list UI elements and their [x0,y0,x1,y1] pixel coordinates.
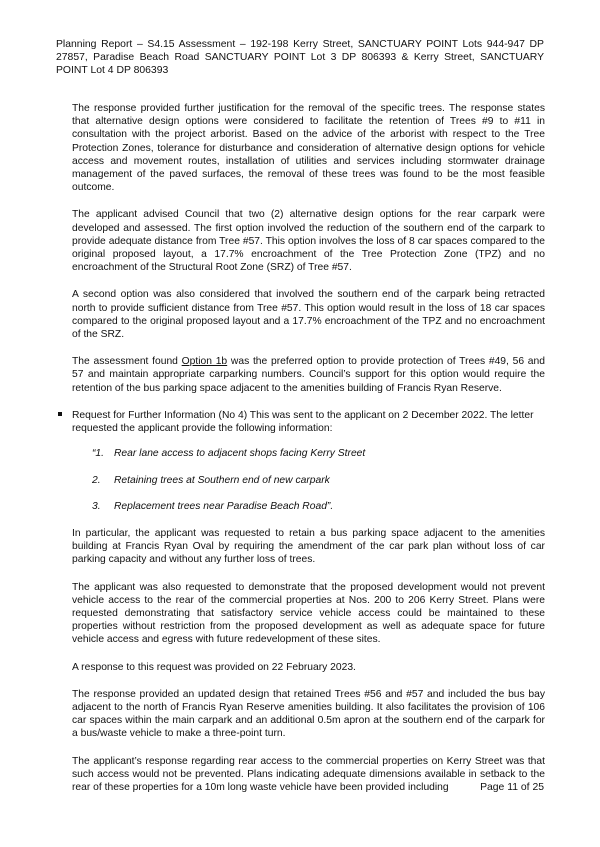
paragraph-tree-justification: The response provided further justification for the removal of the specific trees. The response states that alternative design options were considered to facilitate the retention of Trees #9 to #11 in consultation with the project arborist. Based on the advice of the arborist with respect to the Tree Protection Zones, tolerance for disturbance and consideration of alternative design options for vehicle access and movement routes, installation of utilities and services including stormwater drainage management of the paved surfaces, the removal of these trees was found to be the most feasible outcome. [72,103,545,194]
paragraph-rear-access-request: The applicant was also requested to demonstrate that the proposed development would not prevent vehicle access to the rear of the commercial properties at Nos. 200 to 206 Kerry Street. Plans were requested demonstrating that satisfactory service vehicle access could be maintained to these properties without restriction from the proposed development as well as adequate space for future vehicle access and egress with future redevelopment of these sites. [72,581,545,646]
square-bullet-icon [58,412,62,416]
list-item [92,474,545,487]
paragraph-updated-design: The response provided an updated design that retained Trees #56 and #57 and included the bus bay adjacent to the north of Francis Ryan Reserve amenities building. It also facilitates the provision of 106 car spaces within the main carpark and an additional 0.5m apron at the southern end of the carpark for a bus/waste vehicle to make a three-point turn. [72,688,545,740]
list-item [92,500,545,513]
list-item-number: “1. [92,448,105,460]
list-item-text: Retaining trees at Southern end of new carpark [114,474,330,486]
paragraph-rear-access-response: The applicant’s response regarding rear access to the commercial properties on Kerry Street was that such access would not be prevented. Plans indicating adequate dimensions available in setback to the rear of these properties for a 10m long waste vehicle have been provided including [72,755,545,794]
requested-info-list [72,447,545,513]
list-item-text: Replacement trees near Paradise Beach Road”. [114,501,334,513]
rfi-bullet-text: Request for Further Information (No 4) This was sent to the applicant on 2 December 2022. The letter requested the applicant provide the following information: [72,409,534,435]
paragraph-design-options: The applicant advised Council that two (2) alternative design options for the rear carpark were developed and assessed. The first option involved the reduction of the southern end of the carpark to provide adequate distance from Tree #57. This option involves the loss of 8 car spaces compared to the original proposed layout, a 17.7% encroachment of the Tree Protection Zone (TPZ) and no encroachment of the Structural Root Zone (SRZ) of Tree #57. [72,209,545,274]
document-body [72,102,545,808]
assessment-text-start: The assessment found [72,356,182,368]
page-number: Page 11 of 25 [480,782,544,793]
paragraph-second-option: A second option was also considered that involved the southern end of the carpark being retracted north to provide sufficient distance from Tree #57. This option would result in the loss of 18 car spaces compared to the original proposed layout and a 17.7% encroachment of the TPZ and no encroachment of the SRZ. [72,289,545,341]
rfi-bullet-item [72,409,545,435]
paragraph-response-date: A response to this request was provided on 22 February 2023. [72,661,356,673]
list-item-number: 2. [92,474,101,486]
list-item-number: 3. [92,501,101,513]
page-header: Planning Report – S4.15 Assessment – 192-198 Kerry Street, SANCTUARY POINT Lots 944-947 DP 27857, Paradise Beach Road SANCTUARY POINT Lot 3 DP 806393 & Kerry Street, SANCTUARY POINT Lot 4 DP 806393 [56,39,544,76]
list-item [92,447,545,460]
paragraph-bus-parking: In particular, the applicant was requested to retain a bus parking space adjacent to the amenities building at Francis Ryan Oval by requiring the amendment of the car park plan without loss of car parking capacity and without any further loss of trees. [72,528,545,566]
list-item-text: Rear lane access to adjacent shops facing Kerry Street [114,448,366,460]
assessment-text-end: was the preferred option to provide protection of Trees #49, 56 and 57 and maintain appropriate carparking numbers. Council’s support for this option would require the retention of the bus parking space adjacent to the amenities building of Francis Ryan Reserve. [72,356,545,394]
option-1b-link[interactable]: Option 1b [181,356,228,368]
paragraph-assessment [72,355,545,395]
